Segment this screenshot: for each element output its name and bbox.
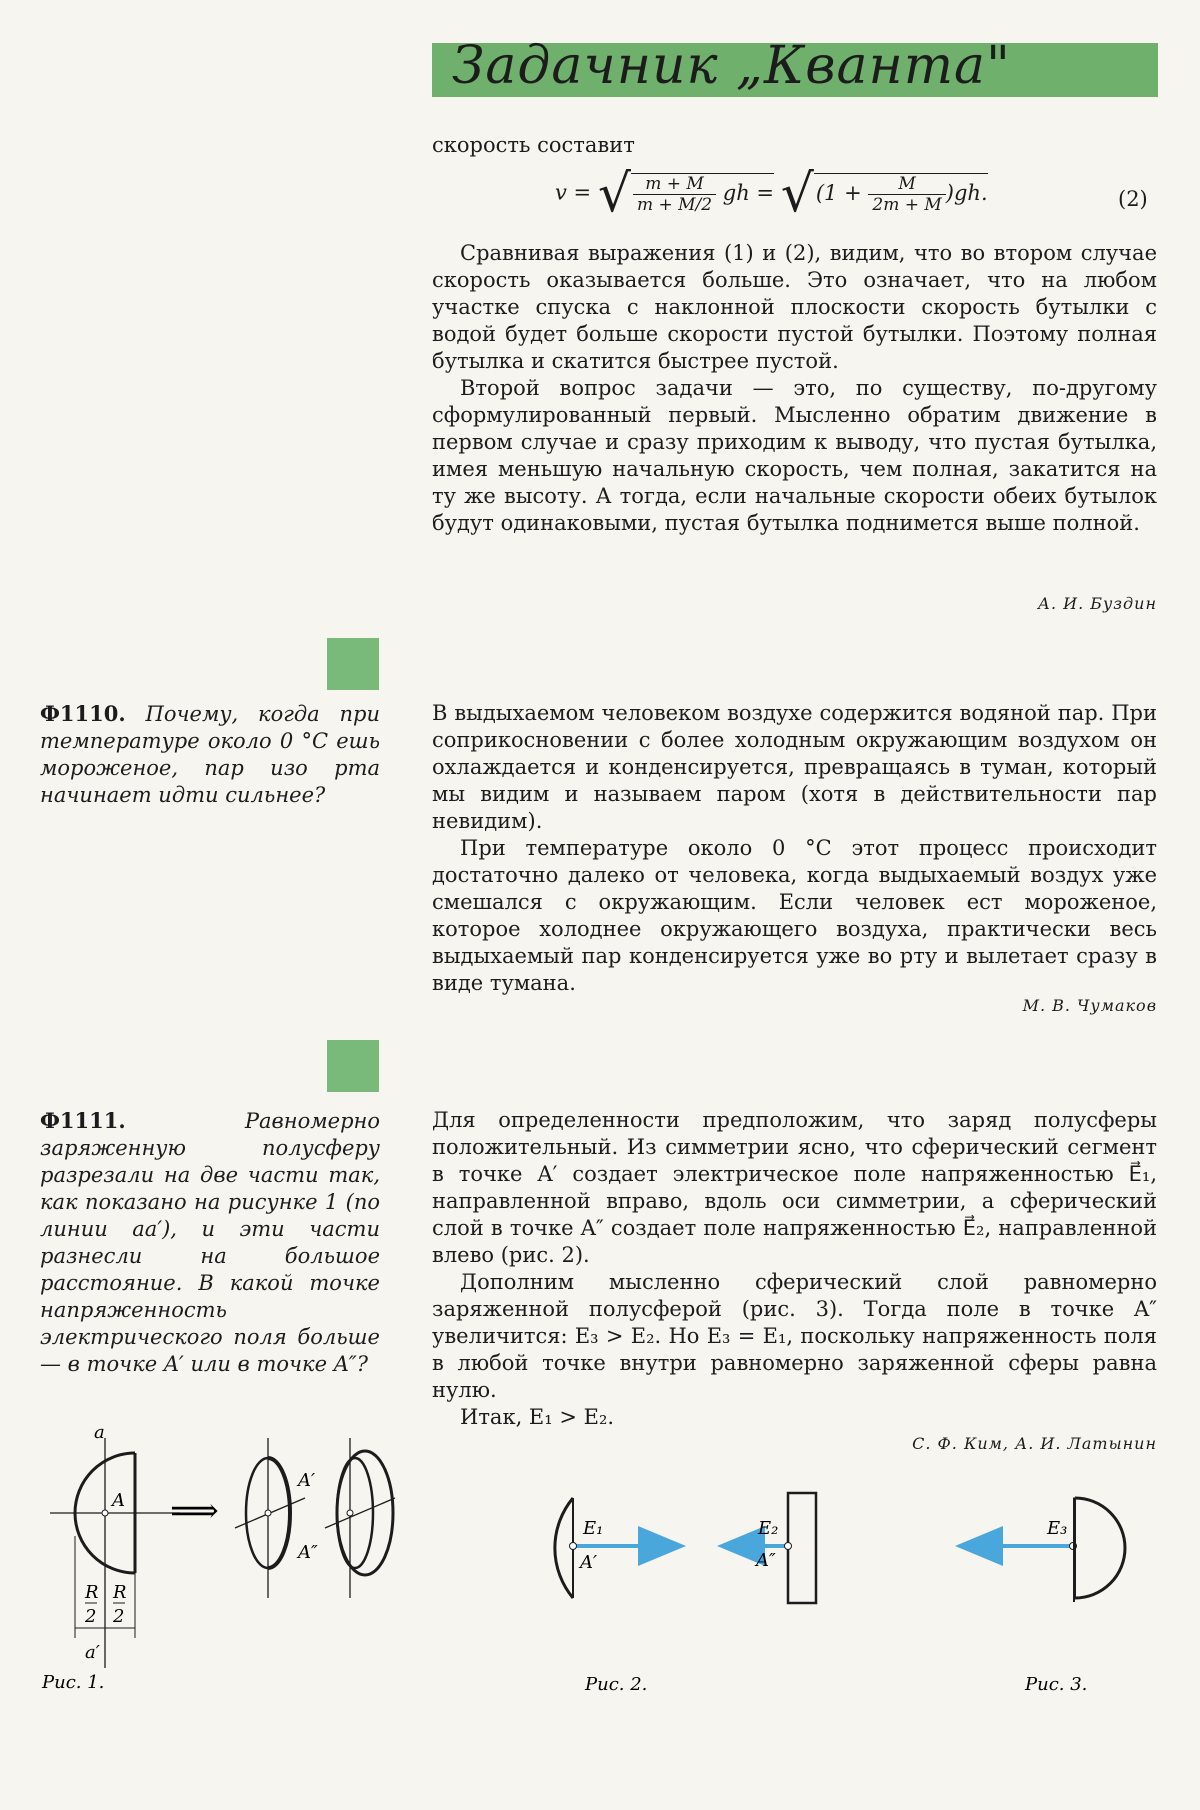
- label-A1: A′: [580, 1552, 598, 1573]
- problem-1111-paragraph-1: Для определенности предположим, что заряд полусферы положительный. Из симметрии ясно, что сферический сегмент в точке A′ создает электрическое поле напряженностью E⃗₁, направленной вправо, вдоль оси симметрии, а сферический слой в точке A″ создает поле напряженностью E⃗₂, направленной влево (рис. 2).: [432, 1108, 1157, 1267]
- label-R-2: R: [113, 1582, 127, 1603]
- green-square-marker: [327, 1040, 379, 1092]
- label-E3: E₃: [1047, 1518, 1068, 1539]
- problem-1111-question: [40, 1107, 380, 1378]
- label-a-prime: a′: [85, 1642, 100, 1663]
- sqrt-sign-icon: √: [780, 164, 814, 224]
- top-body: [432, 240, 1157, 537]
- problem-1111-id: Ф1111.: [40, 1108, 126, 1133]
- formula-gh1: gh =: [722, 181, 775, 205]
- point-A2-marker: [347, 1510, 353, 1516]
- formula-paren-open: (1 +: [815, 181, 862, 205]
- problem-1110-answer: [432, 700, 1157, 997]
- figure-1: [30, 1418, 410, 1718]
- problem-1110-paragraph-1: В выдыхаемом человеком воздухе содержится водяной пар. При соприкосновении с более холодным окружающим воздухом он охлаждается и конденсируется, превращаясь в туман, который мы видим и называем паром (хотя в действительности пар невидим).: [432, 701, 1157, 833]
- sqrt-sign-icon: √: [597, 164, 631, 224]
- problem-1111-answer: [432, 1107, 1157, 1431]
- header-title: Задачник „Кванта": [452, 36, 1011, 96]
- top-intro: скорость составит: [432, 133, 635, 157]
- point-A1-marker: [570, 1543, 577, 1550]
- label-R-1: R: [85, 1582, 99, 1603]
- label-2-1: 2: [85, 1606, 97, 1627]
- label-A2: A″: [298, 1542, 318, 1563]
- top-paragraph-2: Второй вопрос задачи — это, по существу, по-другому сформулированный первый. Мысленно обратим движение в первом случае и сразу приходим к выводу, что пустая бутылка, имея меньшую начальную скорость, чем полная, закатится на ту же высоту. А тогда, если начальные скорости обеих бутылок будут одинаковыми, пустая бутылка поднимется выше полной.: [432, 376, 1157, 535]
- problem-1110-text: Почему, когда при температуре около 0 °C ешь мороженое, пар изо рта начинает идти сильнее?: [40, 702, 380, 807]
- label-A: A: [112, 1490, 125, 1511]
- problem-1111-paragraph-2: Дополним мысленно сферический слой равномерно заряженной полусферой (рис. 3). Тогда поле в точке A″ увеличится: E₃ > E₂. Но E₃ = E₁, поскольку напряженность поля в любой точке внутри равномерно заряженной сферы равна нулю.: [432, 1270, 1157, 1402]
- figure-3: [955, 1478, 1185, 1708]
- figure-2-caption: Рис. 2.: [585, 1674, 648, 1695]
- point-A-marker: [102, 1510, 108, 1516]
- formula-frac2-num: M: [868, 174, 945, 195]
- label-a: a: [94, 1422, 105, 1443]
- label-E2: E₂: [758, 1518, 779, 1539]
- author-kim-latynin: С. Ф. Ким, А. И. Латынин: [912, 1434, 1157, 1453]
- formula-2: [555, 164, 1155, 228]
- green-square-marker: [327, 638, 379, 690]
- hemisphere-arc: [1075, 1498, 1125, 1598]
- problem-1110-id: Ф1110.: [40, 701, 126, 726]
- label-E1: E₁: [583, 1518, 604, 1539]
- author-buzdin: А. И. Буздин: [1037, 594, 1157, 613]
- problem-1110-question: [40, 700, 380, 809]
- figure-1-caption: Рис. 1.: [42, 1672, 105, 1693]
- formula-frac1-num: m + M: [633, 174, 716, 195]
- problem-1111-paragraph-3: Итак, E₁ > E₂.: [460, 1405, 615, 1429]
- problem-1110-paragraph-2: При температуре около 0 °C этот процесс происходит достаточно далеко от человека, когда выдыхаемый воздух уже смешался с окружающим. Если человек ест мороженое, которое холоднее окружающего воздуха, практически весь выдыхаемый пар конденсируется уже во рту и вылетает сразу в виде тумана.: [432, 836, 1157, 995]
- label-2-2: 2: [113, 1606, 125, 1627]
- label-A1: A′: [298, 1470, 316, 1491]
- formula-frac1-den: m + M/2: [636, 195, 713, 215]
- spherical-layer-shape: [788, 1493, 816, 1603]
- problem-1111-text: Равномерно заряженную полусферу разрезали на две части так, как показано на рисунке 1 (по линии aa′), и эти части разнесли на большое расстояние. В какой точке напряженность электрического поля больше — в точке A′ или в точке A″?: [40, 1109, 380, 1376]
- author-chumakov: М. В. Чумаков: [1022, 996, 1157, 1015]
- point-A1-marker: [265, 1510, 271, 1516]
- implies-arrow-icon: ⟹: [170, 1491, 219, 1531]
- formula-lhs: v =: [555, 180, 592, 205]
- point-A2-marker: [785, 1543, 792, 1550]
- top-paragraph-1: Сравнивая выражения (1) и (2), видим, что во втором случае скорость оказывается больше. Это означает, что на любом участке спуска с наклонной плоскости скорость бутылки с водой будет больше скорости пустой бутылки. Поэтому полная бутылка и скатится быстрее пустой.: [432, 241, 1157, 373]
- formula-frac2-den: 2m + M: [872, 195, 942, 215]
- figure-2: [530, 1478, 860, 1708]
- formula-paren-close: )gh.: [945, 181, 988, 205]
- figure-3-caption: Рис. 3.: [1025, 1674, 1088, 1695]
- label-A2: A″: [756, 1550, 776, 1571]
- formula-number: (2): [1118, 187, 1148, 211]
- layer-outline: [1073, 1498, 1075, 1602]
